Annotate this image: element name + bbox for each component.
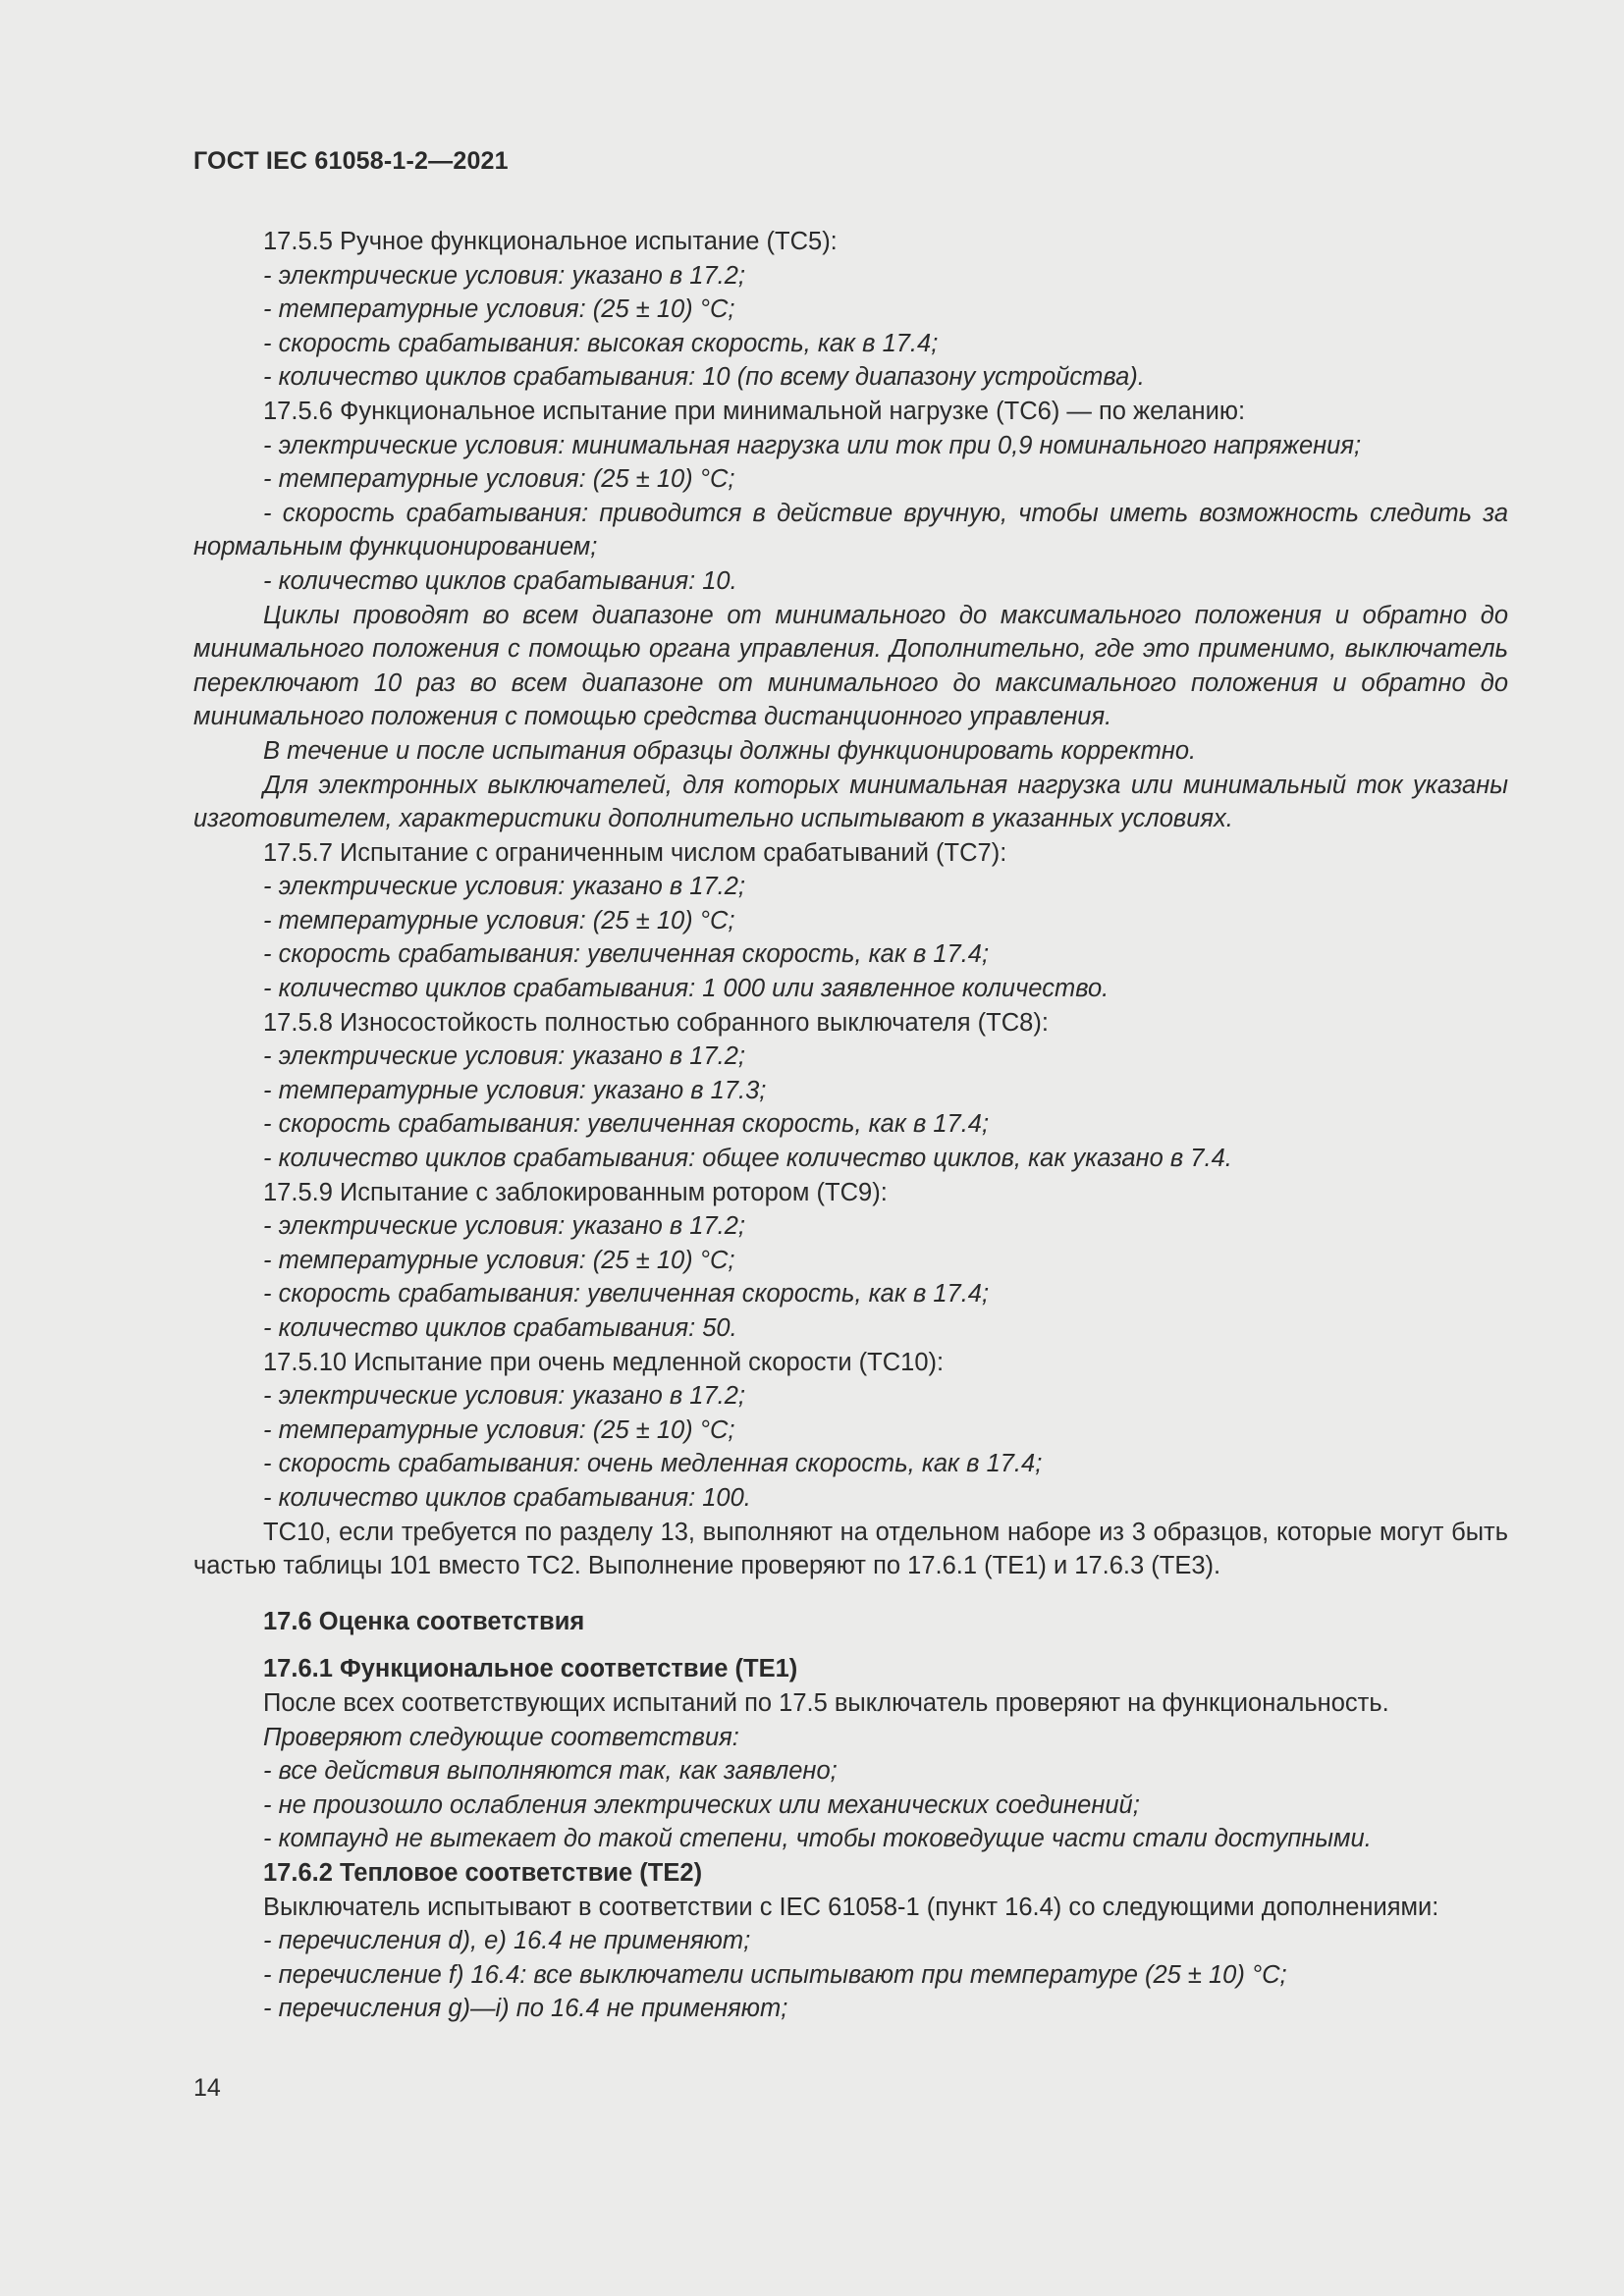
list-item xyxy=(193,1822,1508,1856)
clause-17-5-9-heading: 17.5.9 Испытание с заблокированным ротором (ТС9): xyxy=(263,1178,888,1206)
spacer xyxy=(193,1583,1508,1605)
dash-marker: - xyxy=(263,940,279,969)
list-item xyxy=(193,937,1508,972)
dash-marker: - xyxy=(263,1145,279,1173)
dash-marker: - xyxy=(263,295,279,324)
paragraph: Циклы проводят во всем диапазоне от минимального до максимального положения и обратно до минимального положения с помощью органа управления. Дополнительно, где это применимо, выключатель переключают 10 раз во всем диапазоне от минимального до максимального положения и обратно до минимального положения с помощью средства дистанционного управления. xyxy=(193,601,1508,731)
list-item xyxy=(193,1311,1508,1346)
list-item xyxy=(193,1447,1508,1481)
list-item-text: электрические условия: указано в 17.2; xyxy=(278,1382,746,1411)
list-item-text: скорость срабатывания: увеличенная скорость, как в 17.4; xyxy=(278,1110,990,1139)
dash-marker: - xyxy=(263,975,279,1003)
list-item xyxy=(193,1277,1508,1311)
dash-marker: - xyxy=(263,1757,279,1786)
list-item xyxy=(193,429,1508,463)
clause-17-5-6-heading: 17.5.6 Функциональное испытание при минимальной нагрузке (ТС6) — по желанию: xyxy=(263,397,1246,425)
dash-marker: - xyxy=(263,431,279,459)
list-item xyxy=(193,564,1508,599)
list-item-text: температурные условия: (25 ± 10) °С; xyxy=(278,1246,735,1274)
dash-marker: - xyxy=(263,1790,279,1819)
list-item-text: температурные условия: (25 ± 10) °С; xyxy=(278,906,735,934)
dash-marker: - xyxy=(263,1314,279,1342)
list-item xyxy=(193,1992,1508,2026)
list-item xyxy=(193,1924,1508,1958)
list-item xyxy=(193,360,1508,395)
list-item-text: температурные условия: (25 ± 10) °С; xyxy=(278,465,735,494)
list-item-text: температурные условия: (25 ± 10) °С; xyxy=(278,1415,735,1444)
list-item-text: перечисления d), e) 16.4 не применяют; xyxy=(278,1927,751,1955)
list-item xyxy=(193,259,1508,294)
paragraph: После всех соответствующих испытаний по 17.5 выключатель проверяют на функциональность. xyxy=(263,1688,1389,1717)
clause-17-6-2-heading: 17.6.2 Тепловое соответствие (ТЕ2) xyxy=(263,1858,703,1887)
list-item xyxy=(193,1209,1508,1244)
list-item-text: все действия выполняются так, как заявлено; xyxy=(278,1757,838,1786)
dash-marker: - xyxy=(263,1110,279,1139)
list-item-text: скорость срабатывания: увеличенная скорость, как в 17.4; xyxy=(278,1280,990,1308)
list-item-text: скорость срабатывания: увеличенная скорость, как в 17.4; xyxy=(278,940,990,969)
clause-17-5-7-heading: 17.5.7 Испытание с ограниченным числом срабатываний (ТС7): xyxy=(263,838,1007,867)
list-item-text: электрические условия: минимальная нагрузка или ток при 0,9 номинального напряжения; xyxy=(278,431,1362,459)
dash-marker: - xyxy=(263,1042,279,1071)
list-item xyxy=(193,327,1508,361)
list-item-text: электрические условия: указано в 17.2; xyxy=(278,1212,746,1241)
spacer xyxy=(193,1638,1508,1652)
list-item-text: количество циклов срабатывания: 10. xyxy=(278,566,737,595)
list-item-text: скорость срабатывания: очень медленная скорость, как в 17.4; xyxy=(278,1450,1043,1478)
list-item-text: электрические условия: указано в 17.2; xyxy=(278,261,746,290)
dash-marker: - xyxy=(263,1483,279,1512)
dash-marker: - xyxy=(263,329,279,357)
section-17-6-heading: 17.6 Оценка соответствия xyxy=(263,1607,585,1635)
dash-marker: - xyxy=(263,465,279,494)
dash-marker: - xyxy=(263,1995,279,2023)
clause-17-5-8-heading: 17.5.8 Износостойкость полностью собранного выключателя (ТС8): xyxy=(263,1008,1049,1037)
list-item xyxy=(193,1754,1508,1789)
dash-marker: - xyxy=(263,1450,279,1478)
dash-marker: - xyxy=(263,1212,279,1241)
list-item xyxy=(193,462,1508,497)
dash-marker: - xyxy=(263,1280,279,1308)
list-item xyxy=(193,1481,1508,1516)
list-item-text: электрические условия: указано в 17.2; xyxy=(278,873,746,901)
list-item xyxy=(193,1107,1508,1142)
dash-marker: - xyxy=(263,1415,279,1444)
list-item-wrapped xyxy=(193,497,1508,564)
paragraph: В течение и после испытания образцы должны функционировать корректно. xyxy=(263,736,1197,765)
dash-marker: - xyxy=(263,1960,279,1989)
dash-marker: - xyxy=(263,499,283,527)
list-item xyxy=(193,1379,1508,1414)
dash-marker: - xyxy=(263,1927,279,1955)
list-item xyxy=(193,870,1508,904)
list-item xyxy=(193,1040,1508,1074)
list-item-text: перечисление f) 16.4: все выключатели испытывают при температуре (25 ± 10) °С; xyxy=(278,1960,1287,1989)
list-item-text: компаунд не вытекает до такой степени, чтобы токоведущие части стали доступными. xyxy=(278,1825,1372,1853)
clause-17-5-10-heading: 17.5.10 Испытание при очень медленной скорости (ТС10): xyxy=(263,1348,945,1376)
list-item xyxy=(193,1789,1508,1823)
list-item-text: количество циклов срабатывания: общее количество циклов, как указано в 7.4. xyxy=(278,1145,1232,1173)
document-body xyxy=(193,225,1508,2026)
list-item-text: количество циклов срабатывания: 1 000 или заявленное количество. xyxy=(278,975,1110,1003)
paragraph: ТС10, если требуется по разделу 13, выполняют на отдельном наборе из 3 образцов, которые могут быть частью таблицы 101 вместо ТС2. Выполнение проверяют по 17.6.1 (ТЕ1) и 17.6.3 (ТЕ3). xyxy=(193,1518,1508,1580)
dash-marker: - xyxy=(263,873,279,901)
list-item xyxy=(193,1414,1508,1448)
list-item-text: не произошло ослабления электрических или механических соединений; xyxy=(278,1790,1140,1819)
list-item-text: количество циклов срабатывания: 100. xyxy=(278,1483,751,1512)
list-item-text: количество циклов срабатывания: 10 (по всему диапазону устройства). xyxy=(278,363,1145,392)
dash-marker: - xyxy=(263,906,279,934)
dash-marker: - xyxy=(263,363,279,392)
dash-marker: - xyxy=(263,1382,279,1411)
list-item-text: количество циклов срабатывания: 50. xyxy=(278,1314,737,1342)
list-item xyxy=(193,1074,1508,1108)
list-item-text: температурные условия: указано в 17.3; xyxy=(278,1076,767,1104)
list-item xyxy=(193,1142,1508,1176)
paragraph: Для электронных выключателей, для которых минимальная нагрузка или минимальный ток указаны изготовителем, характеристики дополнительно испытывают в указанных условиях. xyxy=(193,771,1508,833)
clause-17-6-1-heading: 17.6.1 Функциональное соответствие (ТЕ1) xyxy=(263,1655,798,1683)
dash-marker: - xyxy=(263,261,279,290)
list-item-text: температурные условия: (25 ± 10) °С; xyxy=(278,295,735,324)
document-header: ГОСТ IEC 61058-1-2—2021 xyxy=(193,147,509,175)
dash-marker: - xyxy=(263,1825,279,1853)
clause-17-5-5-heading: 17.5.5 Ручное функциональное испытание (ТС5): xyxy=(263,228,838,255)
list-item-text: перечисления g)—i) по 16.4 не применяют; xyxy=(278,1995,788,2023)
dash-marker: - xyxy=(263,1246,279,1274)
list-item xyxy=(193,904,1508,938)
list-item xyxy=(193,1244,1508,1278)
list-item-text: электрические условия: указано в 17.2; xyxy=(278,1042,746,1071)
dash-marker: - xyxy=(263,566,279,595)
list-item xyxy=(193,1958,1508,1993)
paragraph: Проверяют следующие соответствия: xyxy=(263,1723,739,1751)
list-item-text: скорость срабатывания: высокая скорость, как в 17.4; xyxy=(278,329,939,357)
list-item xyxy=(193,972,1508,1006)
list-item xyxy=(193,293,1508,327)
paragraph: Выключатель испытывают в соответствии с IEC 61058-1 (пункт 16.4) со следующими дополнениями: xyxy=(263,1893,1439,1921)
dash-marker: - xyxy=(263,1076,279,1104)
list-item-text: скорость срабатывания: приводится в действие вручную, чтобы иметь возможность следить за нормальным функционированием; xyxy=(193,499,1508,561)
page-number: 14 xyxy=(193,2074,221,2102)
